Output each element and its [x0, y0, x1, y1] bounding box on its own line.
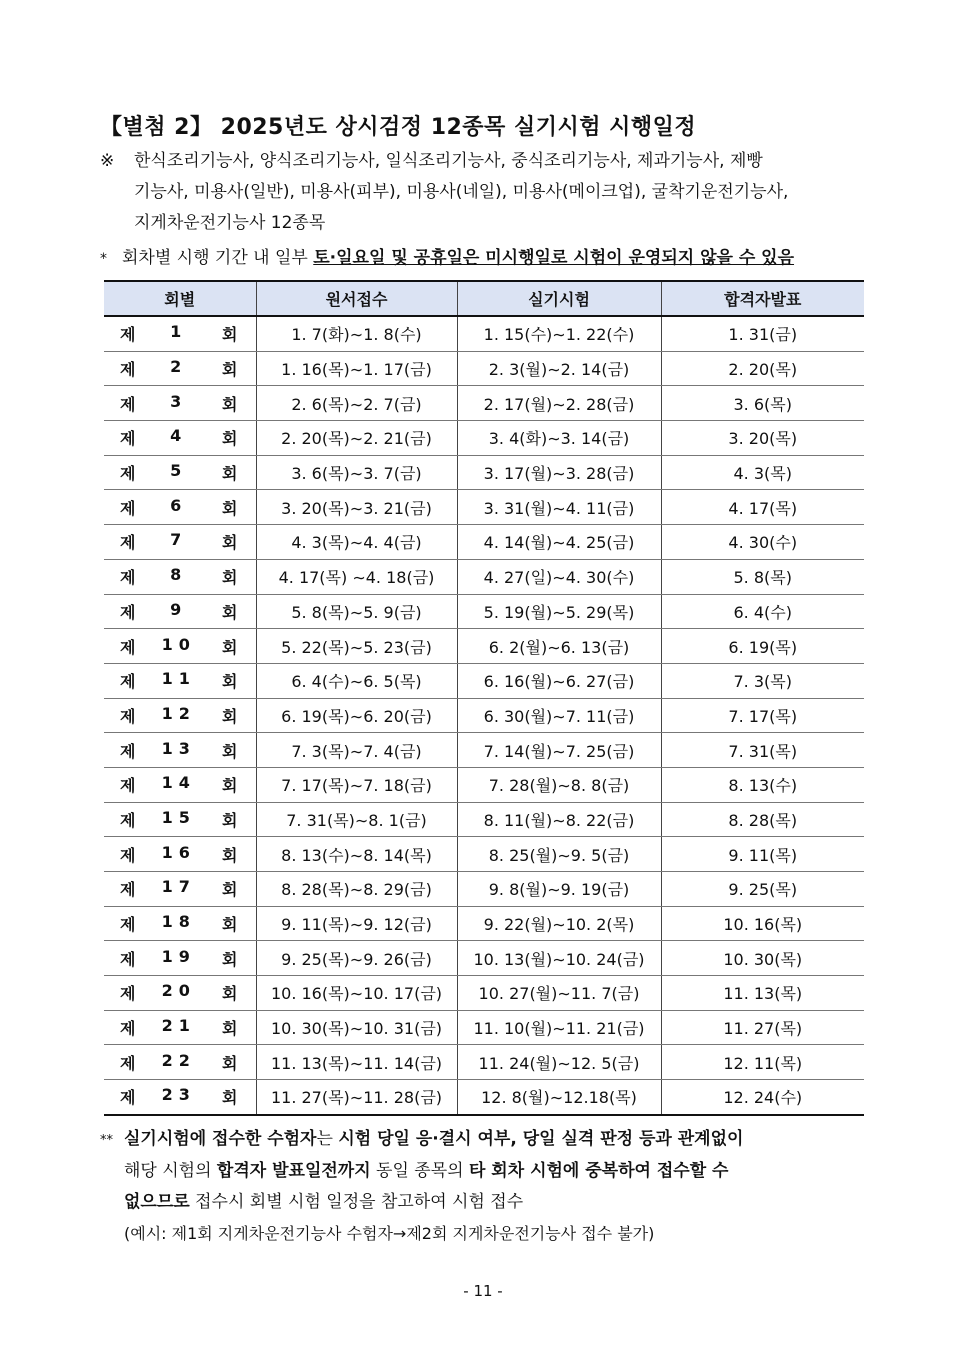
round-cell — [104, 386, 256, 421]
result-date-cell: 8. 28(목) — [661, 802, 864, 837]
round-prefix: 제 — [120, 880, 136, 900]
application-period-cell: 4. 17(목) ∼4. 18(금) — [256, 559, 457, 594]
result-date-cell: 4. 3(목) — [661, 455, 864, 490]
result-date-cell: 6. 4(수) — [661, 594, 864, 629]
result-date-cell: 10. 16(목) — [661, 906, 864, 941]
round-suffix: 회 — [222, 568, 238, 588]
exam-period-cell: 3. 17(월)∼3. 28(금) — [457, 455, 661, 490]
round-cell — [104, 802, 256, 837]
round-number: 9 — [170, 599, 188, 619]
table-row — [104, 490, 864, 525]
note-emphasis: 토·일요일 및 공휴일은 미시행일로 시험이 운영되지 않을 수 있음 — [313, 248, 795, 268]
round-cell — [104, 455, 256, 490]
round-suffix: 회 — [222, 637, 238, 657]
exam-period-cell: 6. 16(월)∼6. 27(금) — [457, 663, 661, 698]
round-prefix: 제 — [120, 672, 136, 692]
note-line: 지게차운전기능사 12종목 — [134, 213, 326, 233]
result-date-cell: 11. 27(목) — [661, 1010, 864, 1045]
round-cell — [104, 767, 256, 802]
round-prefix: 제 — [120, 533, 136, 553]
application-period-cell: 1. 16(목)∼1. 17(금) — [256, 351, 457, 386]
round-prefix: 제 — [120, 429, 136, 449]
exam-period-cell: 3. 31(월)∼4. 11(금) — [457, 490, 661, 525]
table-row — [104, 733, 864, 768]
round-number: 14 — [161, 773, 196, 793]
round-suffix: 회 — [222, 1019, 238, 1039]
header-exam: 실기시험 — [457, 281, 661, 316]
application-period-cell: 5. 22(목)∼5. 23(금) — [256, 629, 457, 664]
exam-period-cell: 7. 28(월)∼8. 8(금) — [457, 767, 661, 802]
round-cell — [104, 629, 256, 664]
application-period-cell: 1. 7(화)∼1. 8(수) — [256, 316, 457, 351]
table-row — [104, 976, 864, 1011]
round-prefix: 제 — [120, 325, 136, 345]
table-row — [104, 351, 864, 386]
round-number: 12 — [161, 703, 196, 723]
round-cell — [104, 1045, 256, 1080]
round-number: 10 — [161, 634, 196, 654]
round-cell — [104, 733, 256, 768]
exam-period-cell: 2. 17(월)∼2. 28(금) — [457, 386, 661, 421]
round-suffix: 회 — [222, 394, 238, 414]
round-cell — [104, 698, 256, 733]
exam-period-cell: 10. 27(월)∼11. 7(금) — [457, 976, 661, 1011]
round-suffix: 회 — [222, 706, 238, 726]
result-date-cell: 3. 20(목) — [661, 421, 864, 456]
round-number: 13 — [161, 738, 196, 758]
application-period-cell: 9. 11(목)∼9. 12(금) — [256, 906, 457, 941]
note-emphasis: 실기시험에 접수한 수험자 — [124, 1129, 317, 1149]
note-emphasis: 타 회차 시험에 중복하여 접수할 수 — [468, 1161, 729, 1181]
note-text: 접수시 회별 시험 일정을 참고하여 시험 접수 — [189, 1192, 524, 1212]
result-date-cell: 7. 31(목) — [661, 733, 864, 768]
exam-period-cell: 10. 13(월)∼10. 24(금) — [457, 941, 661, 976]
application-period-cell: 6. 19(목)∼6. 20(금) — [256, 698, 457, 733]
exam-period-cell: 2. 3(월)∼2. 14(금) — [457, 351, 661, 386]
exam-period-cell: 1. 15(수)∼1. 22(수) — [457, 316, 661, 351]
result-date-cell: 2. 20(목) — [661, 351, 864, 386]
result-date-cell: 7. 3(목) — [661, 663, 864, 698]
note-emphasis: 없으므로 — [124, 1192, 190, 1212]
application-period-cell: 7. 17(목)∼7. 18(금) — [256, 767, 457, 802]
table-row — [104, 906, 864, 941]
table-row — [104, 421, 864, 456]
round-prefix: 제 — [120, 1088, 136, 1108]
application-period-cell: 3. 20(목)∼3. 21(금) — [256, 490, 457, 525]
application-period-cell: 7. 3(목)∼7. 4(금) — [256, 733, 457, 768]
page-number: - 11 - — [463, 1282, 503, 1300]
result-date-cell: 8. 13(수) — [661, 767, 864, 802]
reference-mark: ※ — [100, 151, 115, 171]
exam-period-cell: 9. 22(월)∼10. 2(목) — [457, 906, 661, 941]
round-suffix: 회 — [222, 672, 238, 692]
round-number: 5 — [170, 461, 188, 481]
table-row — [104, 559, 864, 594]
round-number: 15 — [161, 807, 196, 827]
round-suffix: 회 — [222, 984, 238, 1004]
schedule-table — [104, 280, 864, 1116]
result-date-cell: 9. 11(목) — [661, 837, 864, 872]
duplicate-application-note — [100, 1124, 880, 1249]
round-number: 2 — [170, 357, 188, 377]
round-prefix: 제 — [120, 637, 136, 657]
round-prefix: 제 — [120, 741, 136, 761]
round-suffix: 회 — [222, 498, 238, 518]
exam-period-cell: 3. 4(화)∼3. 14(금) — [457, 421, 661, 456]
table-row — [104, 594, 864, 629]
round-suffix: 회 — [222, 915, 238, 935]
round-prefix: 제 — [120, 568, 136, 588]
application-period-cell: 2. 20(목)∼2. 21(금) — [256, 421, 457, 456]
round-suffix: 회 — [222, 1088, 238, 1108]
round-prefix: 제 — [120, 394, 136, 414]
round-suffix: 회 — [222, 880, 238, 900]
table-row — [104, 525, 864, 560]
round-suffix: 회 — [222, 360, 238, 380]
round-prefix: 제 — [120, 464, 136, 484]
exam-period-cell: 11. 10(월)∼11. 21(금) — [457, 1010, 661, 1045]
exam-items-note — [100, 146, 880, 239]
exam-period-cell: 11. 24(월)∼12. 5(금) — [457, 1045, 661, 1080]
application-period-cell: 3. 6(목)∼3. 7(금) — [256, 455, 457, 490]
exam-period-cell: 9. 8(월)∼9. 19(금) — [457, 872, 661, 907]
round-cell — [104, 1010, 256, 1045]
result-date-cell: 12. 24(수) — [661, 1080, 864, 1115]
round-suffix: 회 — [222, 741, 238, 761]
round-cell — [104, 941, 256, 976]
note-line: 한식조리기능사, 양식조리기능사, 일식조리기능사, 중식조리기능사, 제과기능사, 제빵 — [134, 151, 763, 171]
exam-period-cell: 6. 30(월)∼7. 11(금) — [457, 698, 661, 733]
round-cell — [104, 663, 256, 698]
round-prefix: 제 — [120, 776, 136, 796]
table-row — [104, 629, 864, 664]
exam-period-cell: 8. 11(월)∼8. 22(금) — [457, 802, 661, 837]
header-application: 원서접수 — [256, 281, 457, 316]
exam-period-cell: 7. 14(월)∼7. 25(금) — [457, 733, 661, 768]
round-number: 23 — [161, 1085, 196, 1105]
application-period-cell: 5. 8(목)∼5. 9(금) — [256, 594, 457, 629]
note-line: 기능사, 미용사(일반), 미용사(피부), 미용사(네일), 미용사(메이크업), 굴착기운전기능사, — [134, 182, 789, 202]
application-period-cell: 7. 31(목)∼8. 1(금) — [256, 802, 457, 837]
application-period-cell: 9. 25(목)∼9. 26(금) — [256, 941, 457, 976]
note-emphasis: 시험 당일 응·결시 여부, 당일 실격 판정 등과 관계없이 — [338, 1129, 744, 1149]
round-number: 1 — [170, 322, 188, 342]
exam-period-cell: 4. 27(일)∼4. 30(수) — [457, 559, 661, 594]
round-suffix: 회 — [222, 1053, 238, 1073]
round-suffix: 회 — [222, 464, 238, 484]
example-line: (예시: 제1회 지게차운전기능사 수험자→제2회 지게차운전기능사 접수 불가) — [124, 1224, 655, 1243]
result-date-cell: 5. 8(목) — [661, 559, 864, 594]
note-emphasis: 합격자 발표일전까지 — [216, 1161, 371, 1181]
table-row — [104, 872, 864, 907]
result-date-cell: 7. 17(목) — [661, 698, 864, 733]
round-cell — [104, 906, 256, 941]
header-result: 합격자발표 — [661, 281, 864, 316]
round-cell — [104, 872, 256, 907]
round-suffix: 회 — [222, 325, 238, 345]
round-suffix: 회 — [222, 602, 238, 622]
application-period-cell: 10. 16(목)∼10. 17(금) — [256, 976, 457, 1011]
page-title: 【별첨 2】 2025년도 상시검정 12종목 실기시험 시행일정 — [100, 115, 697, 140]
round-prefix: 제 — [120, 1019, 136, 1039]
table-row — [104, 1045, 864, 1080]
table-row — [104, 316, 864, 351]
result-date-cell: 10. 30(목) — [661, 941, 864, 976]
table-row — [104, 1010, 864, 1045]
round-number: 18 — [161, 912, 196, 932]
round-suffix: 회 — [222, 429, 238, 449]
table-row — [104, 941, 864, 976]
round-number: 21 — [161, 1016, 196, 1036]
round-number: 4 — [170, 426, 188, 446]
round-prefix: 제 — [120, 360, 136, 380]
round-cell — [104, 1080, 256, 1115]
round-suffix: 회 — [222, 776, 238, 796]
round-cell — [104, 559, 256, 594]
round-prefix: 제 — [120, 1053, 136, 1073]
asterisk-mark: ** — [100, 1133, 113, 1148]
round-prefix: 제 — [120, 498, 136, 518]
result-date-cell: 9. 25(목) — [661, 872, 864, 907]
result-date-cell: 6. 19(목) — [661, 629, 864, 664]
table-row — [104, 698, 864, 733]
round-prefix: 제 — [120, 984, 136, 1004]
header-round: 회별 — [104, 281, 256, 316]
round-cell — [104, 316, 256, 351]
application-period-cell: 8. 28(목)∼8. 29(금) — [256, 872, 457, 907]
round-cell — [104, 421, 256, 456]
round-prefix: 제 — [120, 845, 136, 865]
exam-period-cell: 4. 14(월)∼4. 25(금) — [457, 525, 661, 560]
round-cell — [104, 976, 256, 1011]
round-number: 19 — [161, 946, 196, 966]
round-suffix: 회 — [222, 533, 238, 553]
note-text: 회차별 시행 기간 내 일부 — [122, 248, 314, 268]
note-text: 동일 종목의 — [370, 1161, 469, 1181]
round-prefix: 제 — [120, 949, 136, 969]
application-period-cell: 2. 6(목)∼2. 7(금) — [256, 386, 457, 421]
round-number: 11 — [161, 669, 196, 689]
application-period-cell: 11. 13(목)∼11. 14(금) — [256, 1045, 457, 1080]
round-number: 8 — [170, 565, 188, 585]
exam-period-cell: 6. 2(월)∼6. 13(금) — [457, 629, 661, 664]
table-row — [104, 837, 864, 872]
application-period-cell: 6. 4(수)∼6. 5(목) — [256, 663, 457, 698]
note-text: 는 — [316, 1129, 339, 1149]
round-suffix: 회 — [222, 845, 238, 865]
asterisk-mark: * — [100, 251, 107, 267]
table-row — [104, 767, 864, 802]
application-period-cell: 11. 27(목)∼11. 28(금) — [256, 1080, 457, 1115]
round-number: 20 — [161, 981, 196, 1001]
exam-period-cell: 5. 19(월)∼5. 29(목) — [457, 594, 661, 629]
round-prefix: 제 — [120, 810, 136, 830]
result-date-cell: 11. 13(목) — [661, 976, 864, 1011]
round-prefix: 제 — [120, 602, 136, 622]
table-row — [104, 663, 864, 698]
table-row — [104, 802, 864, 837]
weekend-note — [100, 243, 794, 268]
round-number: 7 — [170, 530, 188, 550]
exam-period-cell: 12. 8(월)∼12.18(목) — [457, 1080, 661, 1115]
result-date-cell: 4. 17(목) — [661, 490, 864, 525]
application-period-cell: 8. 13(수)∼8. 14(목) — [256, 837, 457, 872]
round-number: 17 — [161, 877, 196, 897]
round-number: 22 — [161, 1050, 196, 1070]
exam-period-cell: 8. 25(월)∼9. 5(금) — [457, 837, 661, 872]
round-cell — [104, 525, 256, 560]
result-date-cell: 12. 11(목) — [661, 1045, 864, 1080]
application-period-cell: 10. 30(목)∼10. 31(금) — [256, 1010, 457, 1045]
table-row — [104, 455, 864, 490]
table-header-row — [104, 281, 864, 316]
round-suffix: 회 — [222, 949, 238, 969]
table-row — [104, 386, 864, 421]
round-prefix: 제 — [120, 706, 136, 726]
round-suffix: 회 — [222, 810, 238, 830]
application-period-cell: 4. 3(목)∼4. 4(금) — [256, 525, 457, 560]
round-prefix: 제 — [120, 915, 136, 935]
round-number: 16 — [161, 842, 196, 862]
round-cell — [104, 837, 256, 872]
table-row — [104, 1080, 864, 1115]
note-text: 해당 시험의 — [124, 1161, 217, 1181]
round-cell — [104, 490, 256, 525]
result-date-cell: 4. 30(수) — [661, 525, 864, 560]
round-number: 6 — [170, 495, 188, 515]
result-date-cell: 3. 6(목) — [661, 386, 864, 421]
result-date-cell: 1. 31(금) — [661, 316, 864, 351]
round-cell — [104, 594, 256, 629]
round-cell — [104, 351, 256, 386]
round-number: 3 — [170, 391, 188, 411]
